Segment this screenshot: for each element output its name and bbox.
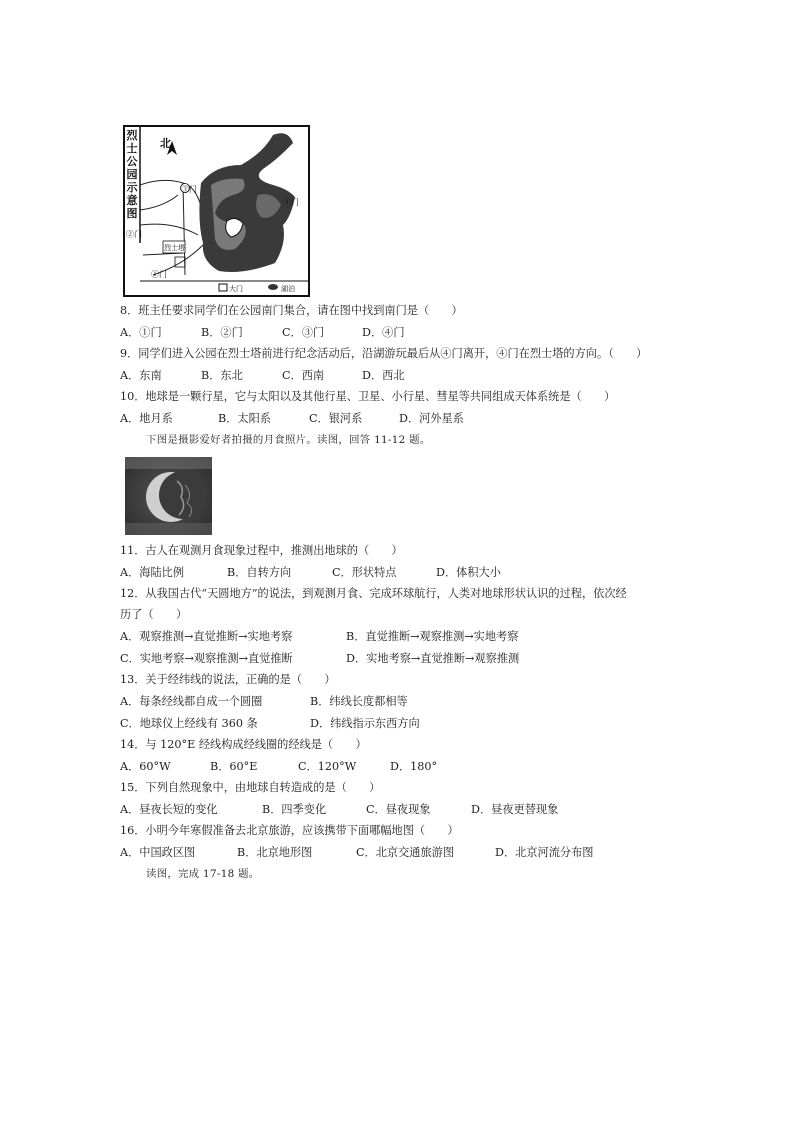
map-title <box>127 128 139 220</box>
question-8-options <box>120 326 680 340</box>
question-9-options <box>120 369 680 383</box>
option-d[interactable]: D．180° <box>390 760 438 773</box>
option-c[interactable]: C．③门 <box>282 326 325 339</box>
question-14-options <box>120 760 680 774</box>
option-b[interactable]: B．北京地形图 <box>237 846 313 859</box>
option-d[interactable]: D．北京河流分布图 <box>495 846 594 859</box>
question-11-options <box>120 566 680 580</box>
next-intro-text: 读图，完成 17-18 题。 <box>146 868 260 880</box>
question-16-options <box>120 846 680 860</box>
option-a[interactable]: A．东南 <box>120 369 162 382</box>
option-b[interactable]: B．东北 <box>201 369 243 382</box>
option-a[interactable]: A．①门 <box>120 326 162 339</box>
option-d[interactable]: D．河外星系 <box>399 412 464 425</box>
option-b[interactable]: B．自转方向 <box>227 566 292 579</box>
legend-lake-label: 湖泊 <box>281 285 295 293</box>
park-map-figure <box>123 125 310 297</box>
option-d[interactable]: D．体积大小 <box>436 566 501 579</box>
option-d[interactable]: D．西北 <box>362 369 405 382</box>
option-c[interactable]: C．银河系 <box>309 412 363 425</box>
moon-intro-text: 下图是摄影爱好者拍摄的月食照片。读图，回答 11-12 题。 <box>146 434 431 446</box>
gate-1-label: ①门 <box>151 270 167 279</box>
map-title-char: 园 <box>126 168 138 181</box>
option-c[interactable]: C．昼夜现象 <box>366 803 431 816</box>
option-c[interactable]: C．实地考察→观察推测→直觉推断 <box>120 652 293 665</box>
option-d[interactable]: D．实地考察→直觉推断→观察推测 <box>346 652 520 665</box>
gate-3-label: ③门 <box>181 185 197 194</box>
question-10-options <box>120 412 680 426</box>
earth-shadow <box>159 471 207 519</box>
option-a[interactable]: A．观察推测→直觉推断→实地考察 <box>120 630 293 643</box>
question-12-options-row1 <box>120 630 680 644</box>
tower-label: 烈士塔 <box>164 244 185 252</box>
map-title-char: 公 <box>126 155 138 168</box>
question-9-stem: 9．同学们进入公园在烈士塔前进行纪念活动后，沿湖游玩最后从④门离开，④门在烈士塔的方向。（ ） <box>120 347 648 360</box>
question-13-options-row1 <box>120 695 680 709</box>
map-title-char: 士 <box>126 142 138 155</box>
option-c[interactable]: C．120°W <box>298 760 357 773</box>
option-a[interactable]: A．60°W <box>120 760 171 773</box>
option-a[interactable]: A．地月系 <box>120 412 173 425</box>
option-d[interactable]: D．昼夜更替现象 <box>471 803 559 816</box>
question-13-options-row2 <box>120 717 680 731</box>
question-8-stem: 8．班主任要求同学们在公园南门集合，请在图中找到南门是（ ） <box>120 304 463 317</box>
question-14-stem: 14．与 120°E 经线构成经线圈的经线是（ ） <box>120 738 367 751</box>
option-a[interactable]: A．海陆比例 <box>120 566 185 579</box>
lunar-eclipse-photo <box>125 457 212 535</box>
question-10-stem: 10．地球是一颗行星，它与太阳以及其他行星、卫星、小行星、彗星等共同组成天体系统是（ ） <box>120 390 616 403</box>
option-c[interactable]: C．北京交通旅游图 <box>356 846 455 859</box>
question-15-options <box>120 803 680 817</box>
option-b[interactable]: B．60°E <box>210 760 258 773</box>
gate-4-label: ④门 <box>283 198 299 207</box>
option-a[interactable]: A．中国政区图 <box>120 846 196 859</box>
question-12-stem: 12．从我国古代“天圆地方”的说法，到观测月食、完成环球航行，人类对地球形状认识的过程，依次经 <box>120 587 627 600</box>
map-title-char: 图 <box>126 207 138 220</box>
option-c[interactable]: C．地球仪上经线有 360 条 <box>120 717 258 730</box>
question-12-options-row2 <box>120 652 680 666</box>
option-b[interactable]: B．四季变化 <box>262 803 327 816</box>
option-c[interactable]: C．西南 <box>282 369 325 382</box>
gate-2-label: ②门 <box>126 230 142 239</box>
legend-gate-label: 大门 <box>229 285 243 293</box>
question-12-stem-continued: 历了（ ） <box>120 608 188 621</box>
option-a[interactable]: A．每条经线都自成一个圆圈 <box>120 695 263 708</box>
map-title-char: 示 <box>126 181 138 194</box>
map-title-char: 意 <box>126 194 138 207</box>
north-label: 北 <box>160 137 171 150</box>
option-b[interactable]: B．②门 <box>201 326 243 339</box>
option-b[interactable]: B．直觉推断→观察推测→实地考察 <box>346 630 519 643</box>
option-d[interactable]: D．④门 <box>362 326 405 339</box>
option-a[interactable]: A．昼夜长短的变化 <box>120 803 218 816</box>
question-15-stem: 15．下列自然现象中，由地球自转造成的是（ ） <box>120 781 381 794</box>
option-d[interactable]: D．纬线指示东西方向 <box>310 717 420 730</box>
question-11-stem: 11．古人在观测月食现象过程中，推测出地球的（ ） <box>120 544 403 557</box>
question-16-stem: 16．小明今年寒假准备去北京旅游，应该携带下面哪幅地图（ ） <box>120 824 459 837</box>
option-b[interactable]: B．纬线长度都相等 <box>310 695 408 708</box>
question-13-stem: 13．关于经纬线的说法，正确的是（ ） <box>120 673 336 686</box>
option-b[interactable]: B．太阳系 <box>218 412 271 425</box>
option-c[interactable]: C．形状特点 <box>332 566 397 579</box>
map-title-char: 烈 <box>126 129 138 142</box>
